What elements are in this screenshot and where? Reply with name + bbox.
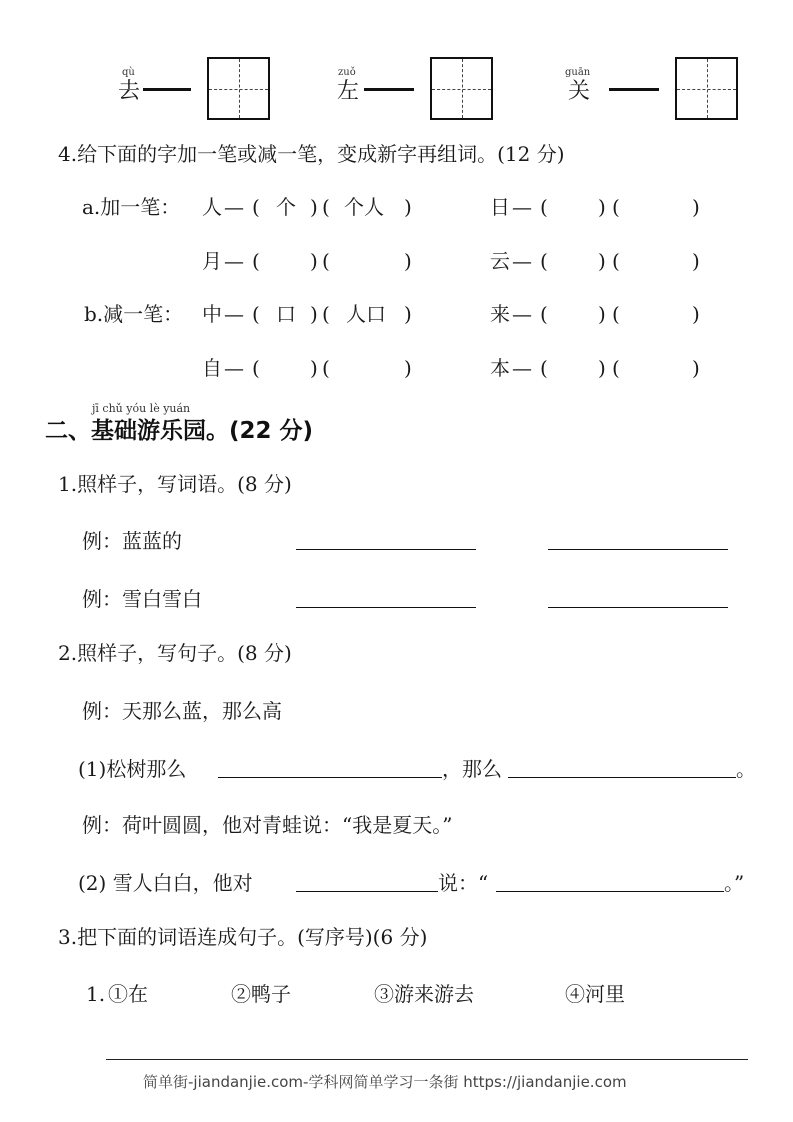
paren-open: ( (322, 249, 330, 273)
q3-word: ②鸭子 (231, 982, 291, 1006)
q4-char: 自 (202, 356, 222, 380)
q3-word: ③游来游去 (374, 982, 474, 1006)
dash: — (224, 195, 244, 219)
q4-a-label: a.加一笔： (82, 195, 181, 219)
q3-title: 3.把下面的词语连成句子。(写序号)(6 分) (58, 925, 428, 949)
paren-open: ( (322, 356, 330, 380)
q2-item2-mid: 说：“ (438, 871, 489, 895)
paren-open: ( (612, 302, 620, 326)
dash: — (512, 195, 532, 219)
footer-text: 简单街-jiandanjie.com-学科网简单学习一条街 https://jiandanjie.com (143, 1073, 627, 1091)
dash: — (224, 356, 244, 380)
dash: — (224, 302, 244, 326)
paren-open: ( (612, 195, 620, 219)
q4-char: 中 (202, 302, 222, 326)
char-guan: 关 (568, 79, 591, 104)
paren-close: ) (598, 356, 606, 380)
q4-char: 来 (490, 302, 510, 326)
dash: — (512, 356, 532, 380)
char-qu: 去 (118, 79, 141, 104)
paren-close: ) (598, 249, 606, 273)
paren-close: ) (310, 195, 318, 219)
paren-open: ( (540, 302, 548, 326)
q4-b-label: b.减一笔： (84, 302, 184, 326)
q2-item1-mid: ，那么 (442, 757, 502, 781)
answer-blank[interactable] (218, 777, 442, 778)
q2-item2-prefix: (2) 雪人白白，他对 (78, 871, 253, 895)
paren-close: ) (692, 356, 700, 380)
q4-answer-char[interactable]: 个 (276, 195, 296, 219)
answer-blank[interactable] (296, 607, 476, 608)
tianzi-grid-box[interactable] (430, 57, 493, 120)
section2-title: 二、基础游乐园。(22 分) (45, 418, 314, 444)
q2-example1: 例：天那么蓝，那么高 (82, 699, 282, 723)
paren-close: ) (404, 195, 412, 219)
q4-title: 4.给下面的字加一笔或减一笔，变成新字再组词。(12 分) (58, 142, 565, 166)
q2-item1-end: 。 (736, 757, 756, 781)
paren-close: ) (692, 195, 700, 219)
paren-close: ) (598, 302, 606, 326)
answer-blank[interactable] (548, 549, 728, 550)
paren-open: ( (252, 249, 260, 273)
paren-open: ( (540, 195, 548, 219)
paren-open: ( (540, 249, 548, 273)
answer-blank[interactable] (548, 607, 728, 608)
paren-open: ( (540, 356, 548, 380)
tianzi-grid-box[interactable] (207, 57, 270, 120)
q4-char: 人 (202, 195, 222, 219)
paren-open: ( (322, 195, 330, 219)
char-zuo: 左 (337, 79, 360, 104)
pinyin-guan: guān (565, 67, 591, 78)
paren-close: ) (310, 302, 318, 326)
answer-blank[interactable] (296, 891, 438, 892)
paren-close: ) (692, 302, 700, 326)
dash: — (512, 249, 532, 273)
paren-open: ( (612, 356, 620, 380)
section2-pinyin: jī chǔ yóu lè yuán (92, 402, 191, 415)
paren-open: ( (322, 302, 330, 326)
q2-item2-end: 。” (724, 871, 745, 895)
stroke-dash (609, 88, 659, 91)
q1-example: 例：雪白雪白 (82, 587, 202, 611)
paren-close: ) (404, 356, 412, 380)
q4-char: 月 (202, 249, 222, 273)
q4-answer-char[interactable]: 口 (276, 302, 296, 326)
stroke-dash (143, 88, 191, 91)
paren-open: ( (252, 195, 260, 219)
answer-blank[interactable] (296, 549, 476, 550)
tianzi-grid-box[interactable] (675, 57, 738, 120)
q4-char: 云 (490, 249, 510, 273)
q3-item-number: 1. (86, 982, 106, 1006)
q4-answer-word[interactable]: 人口 (346, 302, 386, 326)
q4-answer-word[interactable]: 个人 (344, 195, 384, 219)
paren-close: ) (310, 249, 318, 273)
q2-title: 2.照样子，写句子。(8 分) (58, 641, 292, 665)
paren-open: ( (252, 356, 260, 380)
q1-title: 1.照样子，写词语。(8 分) (58, 472, 292, 496)
dash: — (224, 249, 244, 273)
q3-word: ①在 (108, 982, 148, 1006)
answer-blank[interactable] (496, 891, 724, 892)
stroke-dash (364, 88, 414, 91)
pinyin-qu: qù (122, 67, 135, 78)
paren-open: ( (252, 302, 260, 326)
paren-close: ) (404, 249, 412, 273)
q2-item1-prefix: (1)松树那么 (78, 757, 187, 781)
answer-blank[interactable] (508, 777, 736, 778)
q4-char: 日 (490, 195, 510, 219)
paren-close: ) (310, 356, 318, 380)
paren-open: ( (612, 249, 620, 273)
q1-example: 例：蓝蓝的 (82, 529, 182, 553)
q3-word: ④河里 (565, 982, 625, 1006)
q4-char: 本 (490, 356, 510, 380)
dash: — (512, 302, 532, 326)
footer-divider (106, 1059, 748, 1060)
paren-close: ) (598, 195, 606, 219)
q2-example2: 例：荷叶圆圆，他对青蛙说：“我是夏天。” (82, 813, 453, 837)
pinyin-zuo: zuǒ (338, 67, 356, 78)
paren-close: ) (692, 249, 700, 273)
paren-close: ) (404, 302, 412, 326)
